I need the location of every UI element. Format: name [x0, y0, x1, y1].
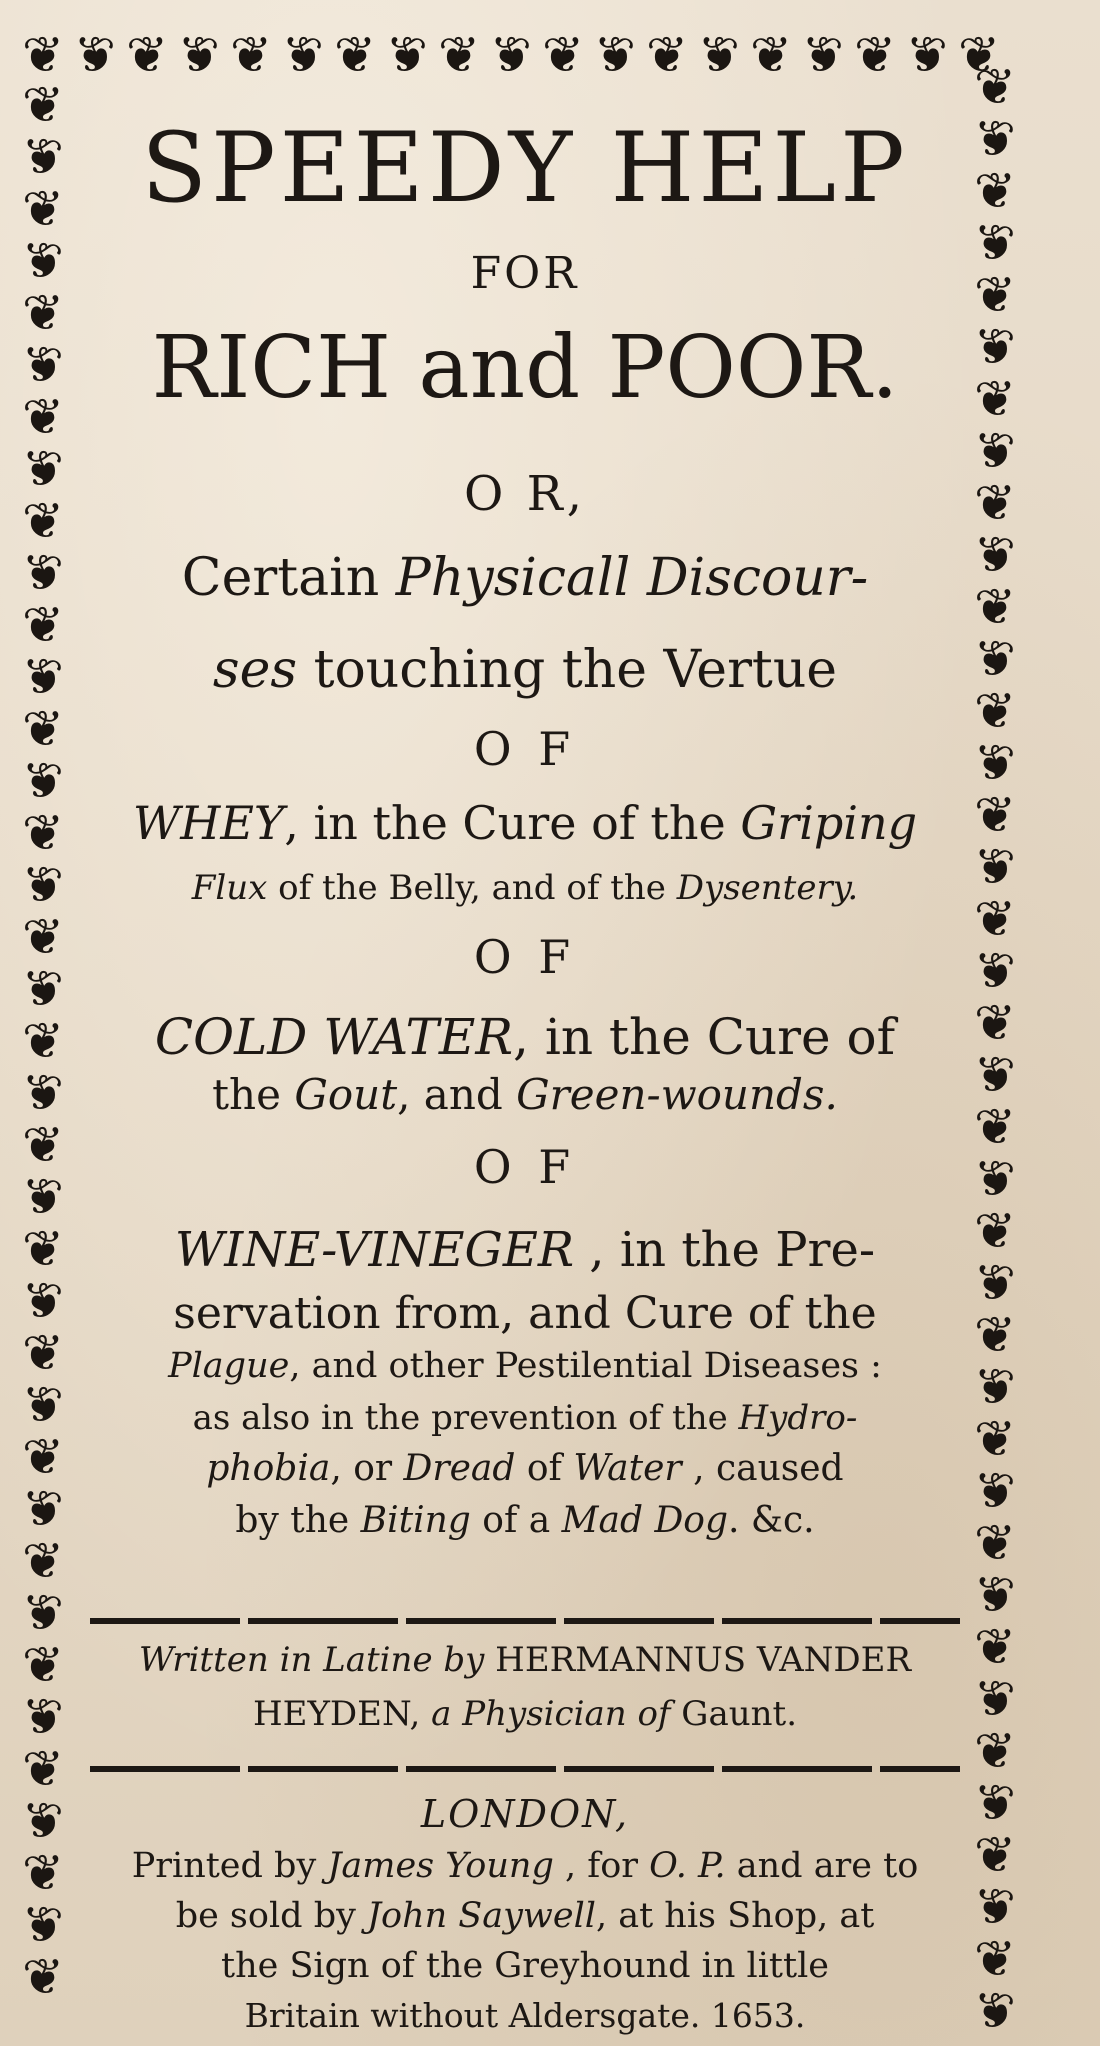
floral-fleuron-icon: ❦: [974, 838, 1016, 896]
floral-fleuron-icon: ❦: [974, 1046, 1016, 1104]
floral-fleuron-icon: ❦: [750, 26, 792, 84]
subtitle-of-2: O F: [473, 930, 577, 984]
imprint-place: LONDON,: [420, 1792, 630, 1836]
floral-fleuron-icon: ❦: [22, 1272, 64, 1330]
floral-fleuron-icon: ❦: [22, 388, 64, 446]
floral-fleuron-icon: ❦: [22, 1116, 64, 1174]
floral-fleuron-icon: ❦: [974, 214, 1016, 272]
floral-fleuron-icon: ❦: [974, 110, 1016, 168]
floral-fleuron-icon: ❦: [974, 734, 1016, 792]
subtitle-line-6: the Gout, and Green-wounds.: [212, 1070, 838, 1119]
floral-fleuron-icon: ❦: [974, 1722, 1016, 1780]
subtitle-line-5: COLD WATER, in the Cure of: [154, 1008, 896, 1066]
title-for: FOR: [470, 248, 580, 299]
floral-fleuron-icon: ❦: [974, 786, 1016, 844]
floral-fleuron-icon: ❦: [854, 26, 896, 84]
floral-fleuron-icon: ❦: [974, 682, 1016, 740]
floral-fleuron-icon: ❦: [974, 994, 1016, 1052]
floral-fleuron-icon: ❦: [974, 1514, 1016, 1572]
floral-fleuron-icon: ❦: [698, 26, 740, 84]
floral-fleuron-icon: ❦: [974, 370, 1016, 428]
floral-fleuron-icon: ❦: [22, 1740, 64, 1798]
floral-fleuron-icon: ❦: [490, 26, 532, 84]
floral-fleuron-icon: ❦: [974, 1930, 1016, 1988]
floral-fleuron-icon: ❦: [974, 1098, 1016, 1156]
floral-fleuron-icon: ❦: [22, 1064, 64, 1122]
floral-fleuron-icon: ❦: [974, 1618, 1016, 1676]
title-speedy-help: SPEEDY HELP: [141, 112, 909, 224]
floral-fleuron-icon: ❦: [542, 26, 584, 84]
floral-fleuron-icon: ❦: [22, 1012, 64, 1070]
floral-fleuron-icon: ❦: [22, 960, 64, 1018]
floral-fleuron-icon: ❦: [974, 422, 1016, 480]
floral-fleuron-icon: ❦: [22, 544, 64, 602]
floral-fleuron-icon: ❦: [22, 596, 64, 654]
floral-fleuron-icon: ❦: [974, 58, 1016, 116]
floral-fleuron-icon: ❦: [974, 1878, 1016, 1936]
floral-fleuron-icon: ❦: [22, 336, 64, 394]
title-block: [90, 0, 960, 2046]
imprint-line-2: be sold by John Saywell, at his Shop, at: [175, 1896, 875, 1936]
floral-fleuron-icon: ❦: [22, 1376, 64, 1434]
imprint-line-3: the Sign of the Greyhound in little: [221, 1946, 829, 1986]
floral-fleuron-icon: ❦: [22, 752, 64, 810]
floral-fleuron-icon: ❦: [974, 1982, 1016, 2040]
floral-fleuron-icon: ❦: [22, 26, 64, 84]
author-line-1: Written in Latine by HERMANNUS VANDER: [138, 1640, 912, 1680]
floral-fleuron-icon: ❦: [22, 1220, 64, 1278]
divider-rule-1: [90, 1618, 960, 1624]
subtitle-line-10: as also in the prevention of the Hydro-: [192, 1398, 858, 1438]
floral-fleuron-icon: ❦: [22, 232, 64, 290]
floral-fleuron-icon: ❦: [974, 630, 1016, 688]
imprint-line-1: Printed by James Young , for O. P. and are to: [131, 1846, 919, 1886]
floral-fleuron-icon: ❦: [22, 1532, 64, 1590]
ornamental-border-left: [8, 76, 88, 2046]
floral-fleuron-icon: ❦: [22, 648, 64, 706]
floral-fleuron-icon: ❦: [974, 266, 1016, 324]
subtitle-line-12: by the Biting of a Mad Dog. &c.: [235, 1500, 815, 1541]
floral-fleuron-icon: ❦: [22, 1636, 64, 1694]
floral-fleuron-icon: ❦: [22, 1168, 64, 1226]
floral-fleuron-icon: ❦: [438, 26, 480, 84]
floral-fleuron-icon: ❦: [22, 492, 64, 550]
title-rich-and-poor: RICH and POOR.: [151, 318, 899, 418]
floral-fleuron-icon: ❦: [974, 578, 1016, 636]
floral-fleuron-icon: ❦: [974, 1254, 1016, 1312]
floral-fleuron-icon: ❦: [22, 804, 64, 862]
floral-fleuron-icon: ❦: [22, 856, 64, 914]
subtitle-line-11: phobia, or Dread of Water , caused: [206, 1448, 844, 1489]
subtitle-or: O R,: [463, 466, 586, 522]
floral-fleuron-icon: ❦: [22, 1480, 64, 1538]
floral-fleuron-icon: ❦: [906, 26, 948, 84]
floral-fleuron-icon: ❦: [974, 162, 1016, 220]
floral-fleuron-icon: ❦: [22, 440, 64, 498]
divider-rule-2: [90, 1766, 960, 1772]
floral-fleuron-icon: ❦: [974, 1150, 1016, 1208]
imprint-line-4: Britain without Aldersgate. 1653.: [244, 1996, 806, 2035]
subtitle-line-8: servation from, and Cure of the: [173, 1288, 877, 1339]
subtitle-of-1: O F: [473, 722, 577, 776]
subtitle-line-3: WHEY, in the Cure of the Griping: [132, 796, 918, 850]
floral-fleuron-icon: ❦: [974, 1306, 1016, 1364]
floral-fleuron-icon: ❦: [22, 1584, 64, 1642]
floral-fleuron-icon: ❦: [974, 942, 1016, 1000]
floral-fleuron-icon: ❦: [22, 700, 64, 758]
floral-fleuron-icon: ❦: [22, 1896, 64, 1954]
floral-fleuron-icon: ❦: [74, 26, 116, 84]
floral-fleuron-icon: ❦: [22, 1428, 64, 1486]
floral-fleuron-icon: ❦: [334, 26, 376, 84]
floral-fleuron-icon: ❦: [22, 1688, 64, 1746]
floral-fleuron-icon: ❦: [386, 26, 428, 84]
floral-fleuron-icon: ❦: [646, 26, 688, 84]
floral-fleuron-icon: ❦: [974, 318, 1016, 376]
floral-fleuron-icon: ❦: [22, 128, 64, 186]
floral-fleuron-icon: ❦: [230, 26, 272, 84]
subtitle-line-1: Certain Physicall Discour-: [181, 548, 869, 608]
floral-fleuron-icon: ❦: [282, 26, 324, 84]
floral-fleuron-icon: ❦: [22, 1324, 64, 1382]
subtitle-of-3: O F: [473, 1140, 577, 1194]
author-line-2: HEYDEN, a Physician of Gaunt.: [252, 1694, 798, 1734]
floral-fleuron-icon: ❦: [22, 284, 64, 342]
ornamental-border-right: [960, 58, 1042, 2046]
floral-fleuron-icon: ❦: [974, 1410, 1016, 1468]
floral-fleuron-icon: ❦: [974, 1358, 1016, 1416]
floral-fleuron-icon: ❦: [974, 1202, 1016, 1260]
floral-fleuron-icon: ❦: [974, 474, 1016, 532]
floral-fleuron-icon: ❦: [974, 890, 1016, 948]
floral-fleuron-icon: ❦: [594, 26, 636, 84]
floral-fleuron-icon: ❦: [22, 76, 64, 134]
floral-fleuron-icon: ❦: [22, 1844, 64, 1902]
floral-fleuron-icon: ❦: [974, 1826, 1016, 1884]
subtitle-line-2: ses touching the Vertue: [212, 640, 838, 700]
subtitle-line-7: WINE-VINEGER , in the Pre-: [174, 1222, 876, 1278]
floral-fleuron-icon: ❦: [974, 1462, 1016, 1520]
floral-fleuron-icon: ❦: [126, 26, 168, 84]
floral-fleuron-icon: ❦: [22, 180, 64, 238]
subtitle-line-9: Plague, and other Pestilential Diseases :: [168, 1346, 882, 1386]
floral-fleuron-icon: ❦: [974, 1670, 1016, 1728]
floral-fleuron-icon: ❦: [178, 26, 220, 84]
floral-fleuron-icon: ❦: [974, 1566, 1016, 1624]
floral-fleuron-icon: ❦: [802, 26, 844, 84]
floral-fleuron-icon: ❦: [22, 1792, 64, 1850]
subtitle-line-4: Flux of the Belly, and of the Dysentery.: [191, 868, 859, 908]
floral-fleuron-icon: ❦: [974, 1774, 1016, 1832]
floral-fleuron-icon: ❦: [22, 1948, 64, 2006]
floral-fleuron-icon: ❦: [22, 908, 64, 966]
floral-fleuron-icon: ❦: [974, 526, 1016, 584]
floral-fleuron-icon: ❦: [958, 26, 1000, 84]
